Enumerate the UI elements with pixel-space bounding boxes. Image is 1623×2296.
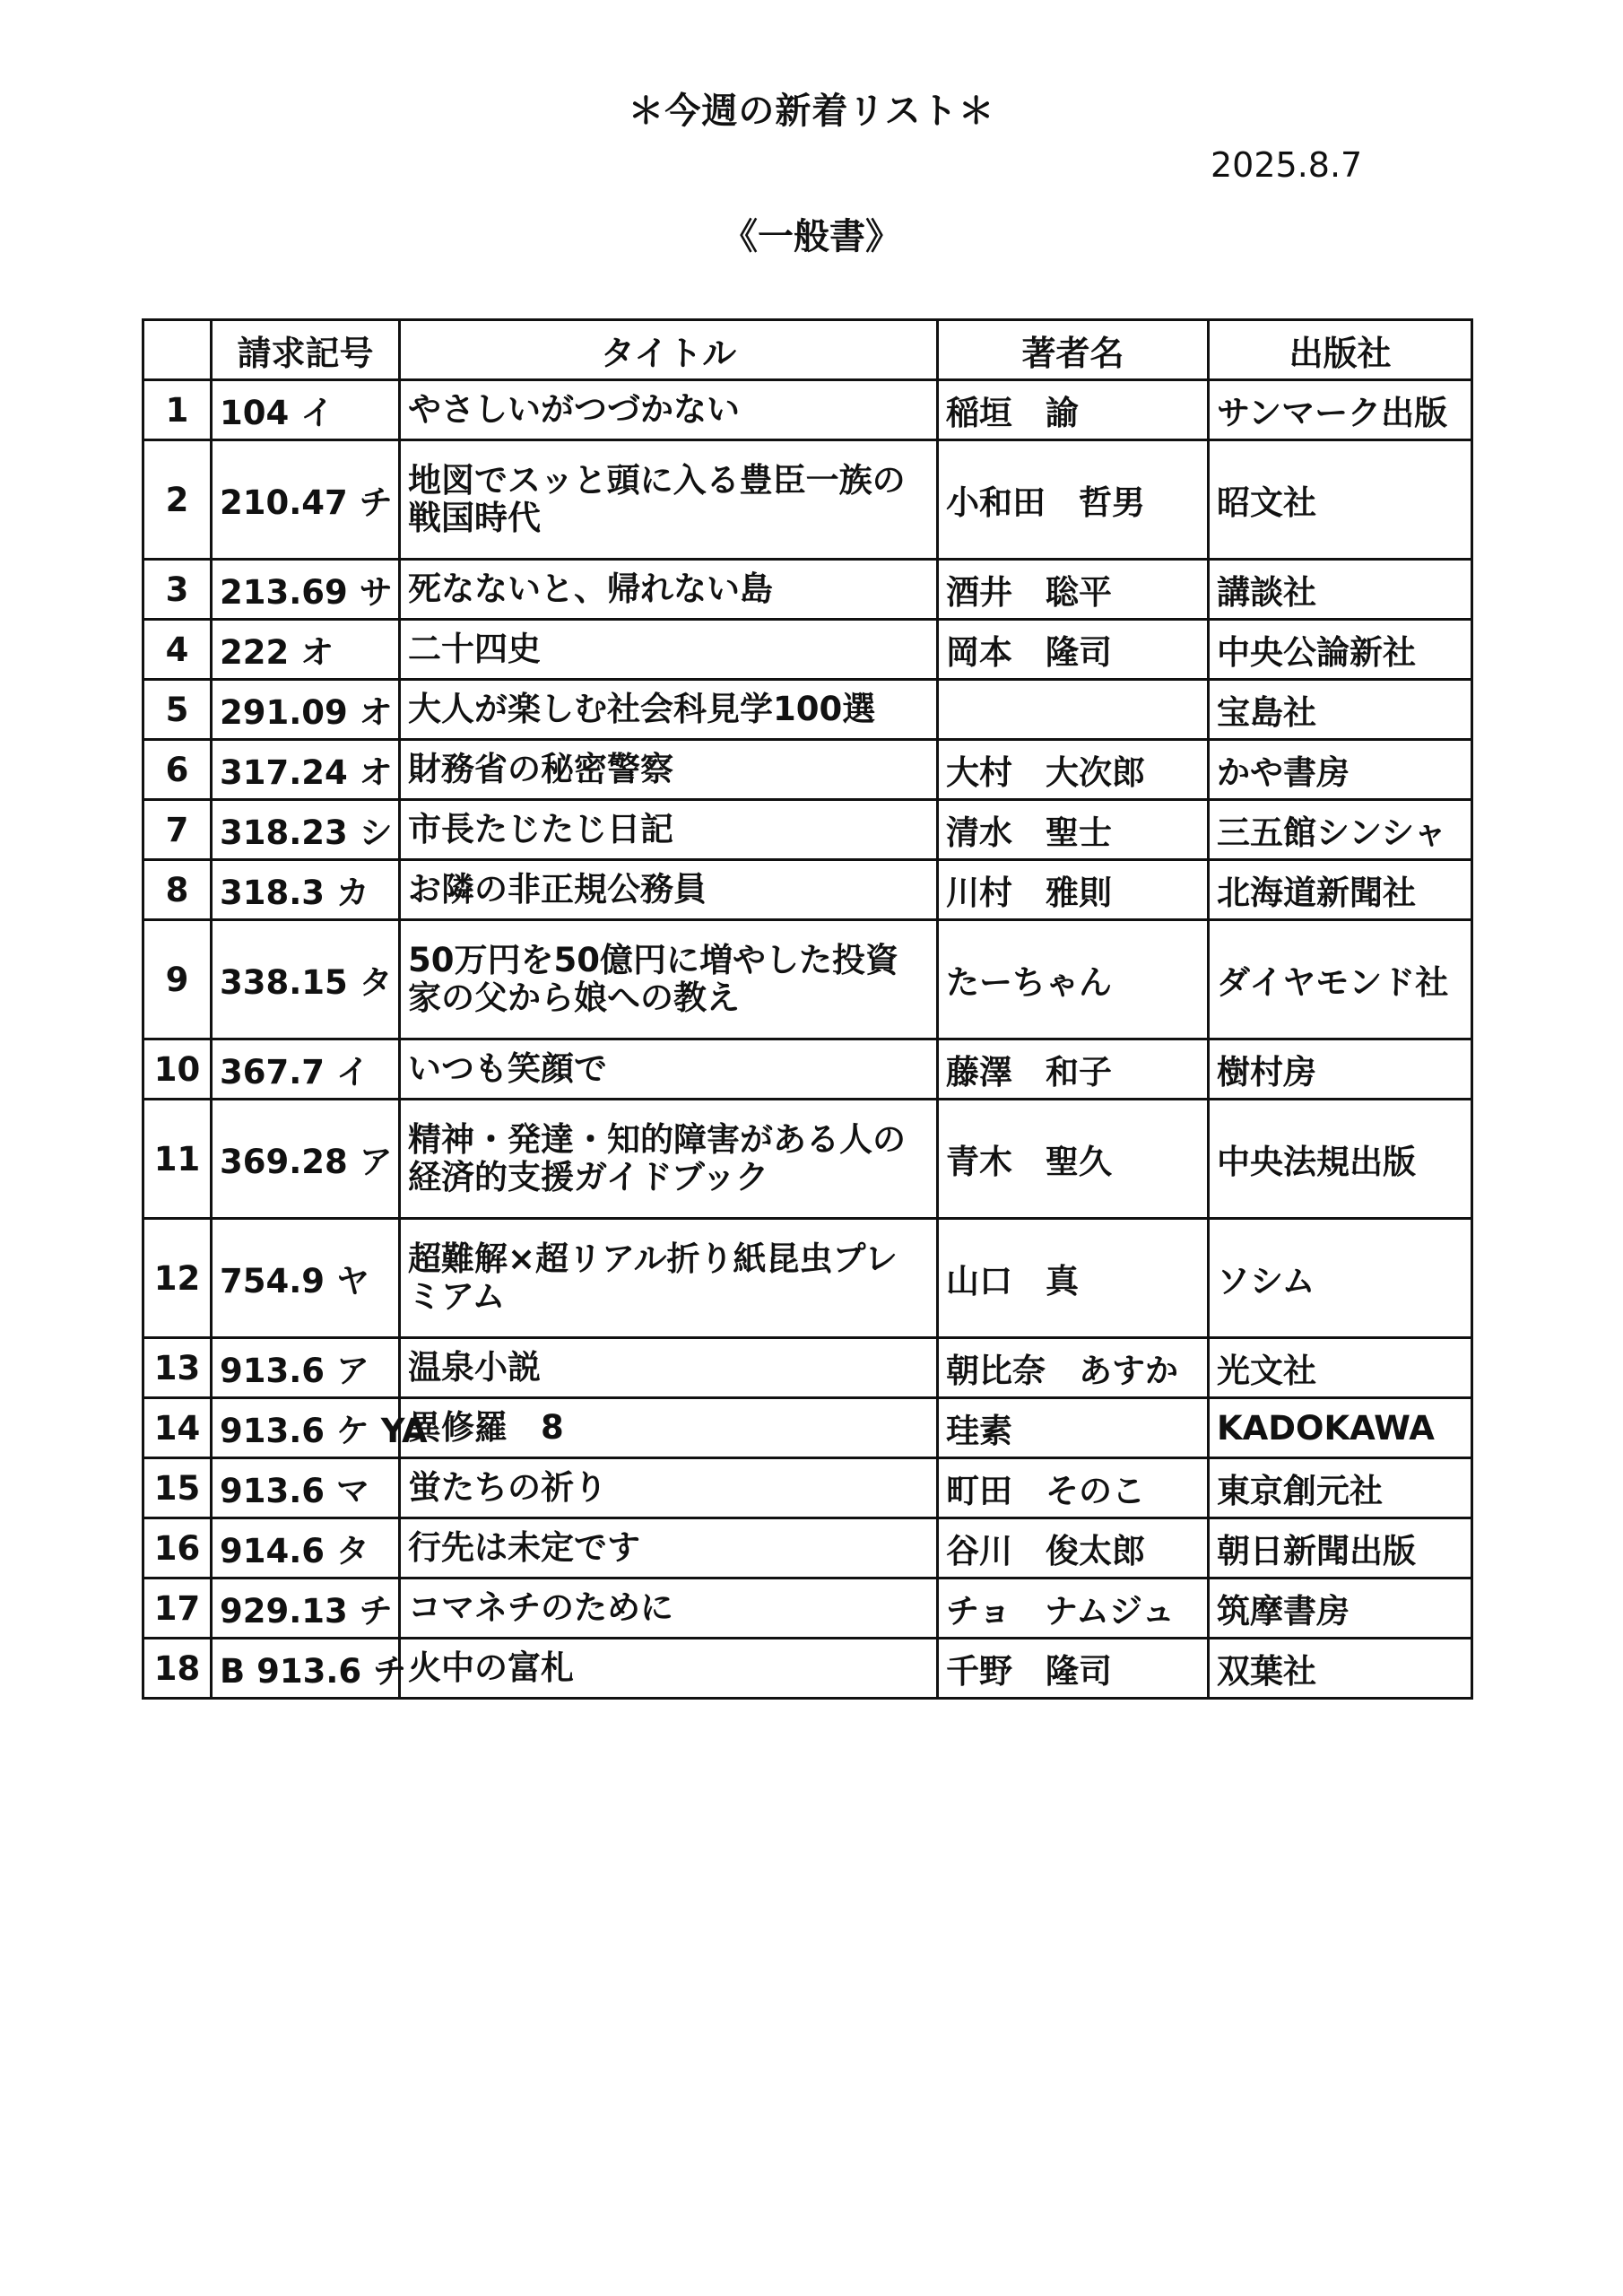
publisher-cell: 中央公論新社 (1209, 620, 1472, 680)
publisher-cell: 宝島社 (1209, 680, 1472, 740)
author-cell: チョ ナムジュ (938, 1578, 1209, 1639)
column-header-title: タイトル (400, 320, 938, 380)
new-arrivals-table (142, 318, 1473, 1700)
table-row (143, 860, 1472, 920)
publisher-cell: 昭文社 (1209, 440, 1472, 560)
author-cell: 小和田 哲男 (938, 440, 1209, 560)
author-cell: 朝比奈 あすか (938, 1338, 1209, 1398)
row-number-cell: 3 (143, 560, 212, 620)
book-title-cell: 異修羅 8 (400, 1398, 938, 1458)
call-number-cell: 213.69 サ (212, 560, 400, 620)
publisher-cell: 双葉社 (1209, 1639, 1472, 1699)
table-row (143, 1639, 1472, 1699)
publisher-cell: 朝日新聞出版 (1209, 1518, 1472, 1578)
row-number-cell: 13 (143, 1338, 212, 1398)
call-number-cell: 104 イ (212, 380, 400, 440)
section-heading: 《一般書》 (722, 216, 901, 257)
call-number-cell: 318.3 カ (212, 860, 400, 920)
publisher-cell: 中央法規出版 (1209, 1100, 1472, 1219)
publisher-cell: サンマーク出版 (1209, 380, 1472, 440)
row-number-cell: 18 (143, 1639, 212, 1699)
publisher-cell: ダイヤモンド社 (1209, 920, 1472, 1039)
call-number-cell: 754.9 ヤ (212, 1219, 400, 1338)
book-title-cell: 行先は未定です (400, 1518, 938, 1578)
call-number-cell: 913.6 マ (212, 1458, 400, 1518)
table-row (143, 380, 1472, 440)
row-number-cell: 10 (143, 1039, 212, 1100)
book-title-cell: 50万円を50億円に増やした投資家の父から娘への教え (400, 920, 938, 1039)
table-row (143, 440, 1472, 560)
document-title: ＊今週の新着リスト＊ (628, 91, 995, 132)
author-cell: 町田 そのこ (938, 1458, 1209, 1518)
row-number-cell: 1 (143, 380, 212, 440)
book-title-cell: 温泉小説 (400, 1338, 938, 1398)
author-cell: 藤澤 和子 (938, 1039, 1209, 1100)
publisher-cell: かや書房 (1209, 740, 1472, 800)
author-cell: たーちゃん (938, 920, 1209, 1039)
book-title-cell: やさしいがつづかない (400, 380, 938, 440)
author-cell: 川村 雅則 (938, 860, 1209, 920)
row-number-cell: 12 (143, 1219, 212, 1338)
book-title-cell: 精神・発達・知的障害がある人の経済的支援ガイドブック (400, 1100, 938, 1219)
publisher-cell: 樹村房 (1209, 1039, 1472, 1100)
call-number-cell: 338.15 タ (212, 920, 400, 1039)
book-title-cell: 火中の富札 (400, 1639, 938, 1699)
column-header-number (143, 320, 212, 380)
call-number-cell: 291.09 オ (212, 680, 400, 740)
call-number-cell: 318.23 シ (212, 800, 400, 860)
author-cell: 青木 聖久 (938, 1100, 1209, 1219)
row-number-cell: 17 (143, 1578, 212, 1639)
publisher-cell: 北海道新聞社 (1209, 860, 1472, 920)
author-cell: 清水 聖士 (938, 800, 1209, 860)
call-number-cell: 210.47 チ (212, 440, 400, 560)
book-title-cell: 蛍たちの祈り (400, 1458, 938, 1518)
call-number-cell: 369.28 ア (212, 1100, 400, 1219)
book-title-cell: お隣の非正規公務員 (400, 860, 938, 920)
publisher-cell: 東京創元社 (1209, 1458, 1472, 1518)
book-title-cell: 財務省の秘密警察 (400, 740, 938, 800)
author-cell: 珪素 (938, 1398, 1209, 1458)
publisher-cell: ソシム (1209, 1219, 1472, 1338)
table-row (143, 1338, 1472, 1398)
table-row (143, 1039, 1472, 1100)
row-number-cell: 7 (143, 800, 212, 860)
author-cell: 岡本 隆司 (938, 620, 1209, 680)
publisher-cell: 講談社 (1209, 560, 1472, 620)
author-cell (938, 680, 1209, 740)
book-title-cell: 死なないと、帰れない島 (400, 560, 938, 620)
book-title-cell: 超難解×超リアル折り紙昆虫プレミアム (400, 1219, 938, 1338)
table-row (143, 1398, 1472, 1458)
book-title-cell: いつも笑顔で (400, 1039, 938, 1100)
call-number-cell: 913.6 ア (212, 1338, 400, 1398)
author-cell: 大村 大次郎 (938, 740, 1209, 800)
column-header-author: 著者名 (938, 320, 1209, 380)
book-title-cell: 二十四史 (400, 620, 938, 680)
row-number-cell: 14 (143, 1398, 212, 1458)
book-title-cell: 市長たじたじ日記 (400, 800, 938, 860)
table-row (143, 800, 1472, 860)
table-row (143, 1100, 1472, 1219)
column-header-publisher: 出版社 (1209, 320, 1472, 380)
row-number-cell: 5 (143, 680, 212, 740)
column-header-call-number: 請求記号 (212, 320, 400, 380)
row-number-cell: 8 (143, 860, 212, 920)
table-header-row (143, 320, 1472, 380)
table-row (143, 1219, 1472, 1338)
call-number-cell: 222 オ (212, 620, 400, 680)
call-number-cell: 367.7 イ (212, 1039, 400, 1100)
table-row (143, 620, 1472, 680)
author-cell: 酒井 聡平 (938, 560, 1209, 620)
row-number-cell: 11 (143, 1100, 212, 1219)
call-number-cell: 929.13 チ (212, 1578, 400, 1639)
call-number-cell: 317.24 オ (212, 740, 400, 800)
row-number-cell: 15 (143, 1458, 212, 1518)
book-title-cell: 大人が楽しむ社会科見学100選 (400, 680, 938, 740)
call-number-cell: 914.6 タ (212, 1518, 400, 1578)
table-row (143, 1518, 1472, 1578)
document-date: 2025.8.7 (1211, 145, 1363, 185)
row-number-cell: 6 (143, 740, 212, 800)
table-row (143, 1578, 1472, 1639)
author-cell: 山口 真 (938, 1219, 1209, 1338)
table-row (143, 560, 1472, 620)
row-number-cell: 9 (143, 920, 212, 1039)
author-cell: 千野 隆司 (938, 1639, 1209, 1699)
row-number-cell: 16 (143, 1518, 212, 1578)
row-number-cell: 2 (143, 440, 212, 560)
book-title-cell: 地図でスッと頭に入る豊臣一族の戦国時代 (400, 440, 938, 560)
row-number-cell: 4 (143, 620, 212, 680)
publisher-cell: 光文社 (1209, 1338, 1472, 1398)
publisher-cell: 三五館シンシャ (1209, 800, 1472, 860)
table-row (143, 740, 1472, 800)
book-title-cell: コマネチのために (400, 1578, 938, 1639)
call-number-cell: B 913.6 チ (212, 1639, 400, 1699)
table-row (143, 920, 1472, 1039)
publisher-cell: KADOKAWA (1209, 1398, 1472, 1458)
call-number-cell: 913.6 ケ YA (212, 1398, 400, 1458)
publisher-cell: 筑摩書房 (1209, 1578, 1472, 1639)
author-cell: 谷川 俊太郎 (938, 1518, 1209, 1578)
author-cell: 稲垣 諭 (938, 380, 1209, 440)
table-row (143, 680, 1472, 740)
table-row (143, 1458, 1472, 1518)
